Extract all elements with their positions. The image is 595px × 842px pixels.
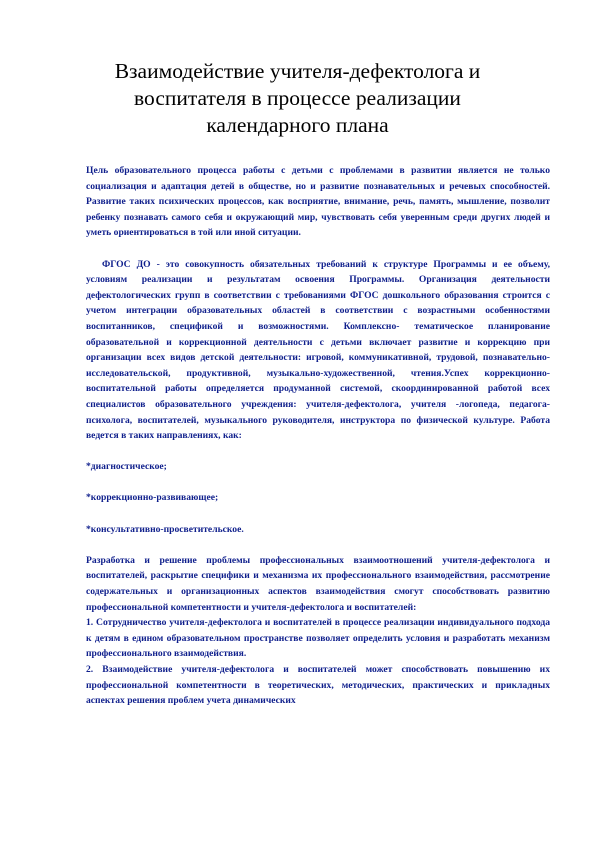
- paragraph-goal: Цель образовательного процесса работы с детьми с проблемами в развитии является не только социализация и адаптация детей в обществе, но и развитие познавательных и речевых способностей. Развитие таких психических процессов, как восприятие, внимание, речь, память, мышление, позволит ребенку познавать самого себя и окружающий мир, чувствовать себя уверенным среди других людей и уметь ориентироваться в той или иной ситуации.: [86, 165, 550, 239]
- title-line-2: воспитателя в процессе реализации: [134, 86, 461, 110]
- paragraph-development: Разработка и решение проблемы профессиональных взаимоотношений учителя-дефектолога и воспитателей, раскрытие специфики и механизма их профессионального взаимодействия, рассмотрение содержательных и организационных аспектов взаимодействия смогут способствовать развитию профессиональной компетентности и учителя-дефектолога и воспитателей:: [86, 554, 550, 613]
- numbered-item-2: 2. Взаимодействие учителя-дефектолога и воспитателей может способствовать повышению их профессиональной компетентности в теоретических, методических, практических и прикладных аспектах решения проблем учета динамических: [86, 664, 550, 707]
- paragraph-spacer: [86, 475, 550, 491]
- paragraph-spacer: [86, 444, 550, 460]
- numbered-item-1: 1. Сотрудничество учителя-дефектолога и воспитателей в процессе реализации индивидуального подхода к детям в едином образовательном пространстве позволяет определить условия и разработать механизм профессионального взаимодействия.: [86, 617, 550, 660]
- paragraph-fgos: ФГОС ДО - это совокупность обязательных требований к структуре Программы и ее объему, условиям реализации и результатам освоения Программы. Организация деятельности дефектологических групп в соответствии с требованиями ФГОС дошкольного образования строится с учетом интеграции образовательных областей в соответствии с возрастными особенностями воспитанников, спецификой и возможностями. Комплексно- тематическое планирование образовательной и коррекционной деятельности с детьми включает развитие и коррекцию при организации всех видов детской деятельности: игровой, коммуникативной, трудовой, познавательно-исследовательской, продуктивной, музыкально-художественной, чтения.Успех коррекционно-воспитательной работы определяется продуманной системой, скоординированной работой всех специалистов образовательного учреждения: учителя-дефектолога, учителя -логопеда, педагога-психолога, воспитателей, музыкального руководителя, инструктора по физической культуре. Работа ведется в таких направлениях, как:: [86, 258, 550, 442]
- title-line-3: календарного плана: [206, 113, 389, 137]
- paragraph-spacer: [86, 241, 550, 257]
- title-line-1: Взаимодействие учителя-дефектолога и: [114, 59, 481, 83]
- paragraph-spacer: [86, 506, 550, 522]
- list-item-diagnostic: *диагностическое;: [86, 461, 167, 473]
- paragraph-spacer: [86, 537, 550, 553]
- list-item-correctional: *коррекционно-развивающее;: [86, 492, 219, 504]
- list-item-consultative: *консультативно-просветительское.: [86, 523, 244, 535]
- document-title: [60, 58, 535, 139]
- document-body: [86, 163, 550, 709]
